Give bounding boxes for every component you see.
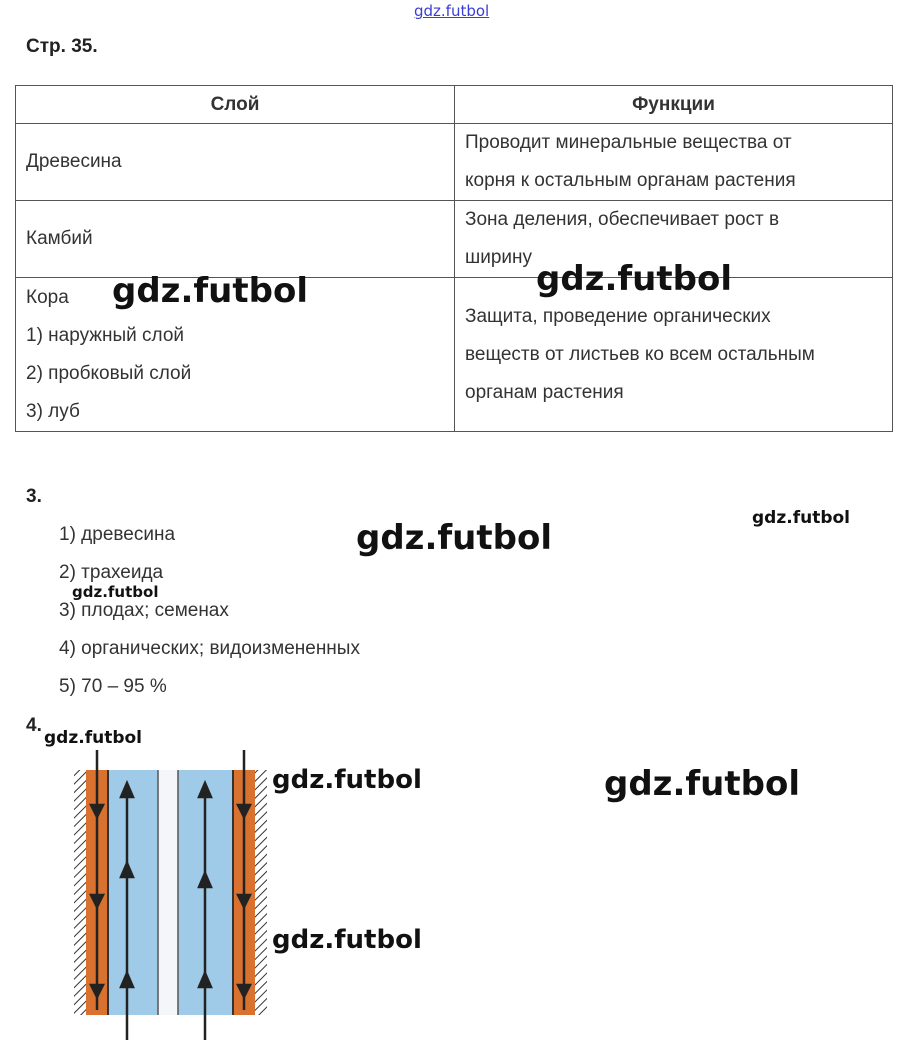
layer-cell: Камбий xyxy=(16,201,455,278)
function-line: Зона деления, обеспечивает рост в xyxy=(465,209,780,230)
stem-figure xyxy=(70,745,270,1045)
wood-layer-left xyxy=(108,770,158,1015)
watermark: gdz.futbol xyxy=(604,764,800,804)
table-header-row xyxy=(16,86,893,124)
table-row xyxy=(16,201,893,278)
answer-item: 2) трахеида xyxy=(59,562,164,583)
function-line: Защита, проведение органических xyxy=(465,305,771,327)
watermark: gdz.futbol xyxy=(536,259,732,299)
outer-layer-right xyxy=(255,770,267,1015)
watermark: gdz.futbol xyxy=(752,508,850,528)
layer-cell: Древесина xyxy=(16,124,455,201)
layer-line: 3) луб xyxy=(26,400,80,422)
function-line: корня к остальным органам растения xyxy=(465,170,796,191)
function-cell xyxy=(455,124,893,201)
watermark: gdz.futbol xyxy=(112,271,308,311)
function-line: ширину xyxy=(465,247,533,268)
site-link[interactable]: gdz.futbol xyxy=(414,2,490,20)
exercise-3-number: 3. xyxy=(26,486,42,507)
layer-line: Кора xyxy=(26,286,69,308)
function-line: Проводит минеральные вещества от xyxy=(465,132,792,153)
header-layer: Слой xyxy=(16,86,455,124)
table-row xyxy=(16,124,893,201)
outer-layer-left xyxy=(74,770,86,1015)
layer-line: 2) пробковый слой xyxy=(26,362,192,384)
layers-table xyxy=(15,85,893,432)
function-line: органам растения xyxy=(465,381,624,403)
answer-item: 4) органических; видоизмененных xyxy=(59,638,360,659)
exercise-4-number: 4. xyxy=(26,715,42,736)
answer-item: 5) 70 – 95 % xyxy=(59,676,167,697)
page-title: Стр. 35. xyxy=(26,36,98,57)
pith-layer xyxy=(158,770,178,1015)
header-functions: Функции xyxy=(455,86,893,124)
function-line: веществ от листьев ко всем остальным xyxy=(465,343,815,365)
watermark: gdz.futbol xyxy=(44,728,142,748)
watermark: gdz.futbol xyxy=(272,925,422,955)
watermark: gdz.futbol xyxy=(272,765,422,795)
watermark: gdz.futbol xyxy=(356,518,552,558)
exercise-3-answers xyxy=(59,518,360,708)
answer-item: 1) древесина xyxy=(59,524,176,545)
layer-line: 1) наружный слой xyxy=(26,324,185,346)
function-cell xyxy=(455,278,893,432)
answer-item: 3) плодах; семенах xyxy=(59,600,229,621)
watermark: gdz.futbol xyxy=(72,583,159,601)
